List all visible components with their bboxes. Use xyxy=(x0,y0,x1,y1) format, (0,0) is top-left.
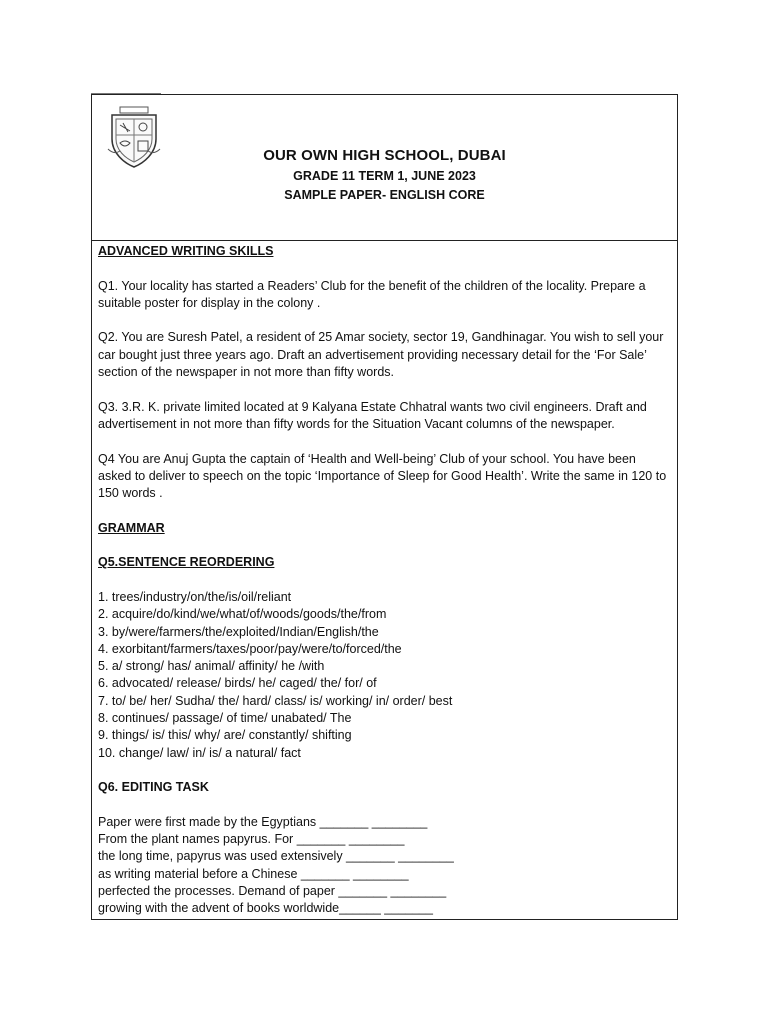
editing-line: as writing material before a Chinese _______ ________ xyxy=(98,866,409,881)
question-5-title: Q5.SENTENCE REORDERING xyxy=(98,555,275,570)
list-item: 10. change/ law/ in/ is/ a natural/ fact xyxy=(98,745,301,760)
section-title-grammar: GRAMMAR xyxy=(98,520,165,535)
grade-term: GRADE 11 TERM 1, JUNE 2023 xyxy=(293,169,476,183)
section-title-writing: ADVANCED WRITING SKILLS xyxy=(98,244,274,258)
list-item: 9. things/ is/ this/ why/ are/ constantly/ shifting xyxy=(98,728,352,743)
editing-line: growing with the advent of books worldwide______ _______ xyxy=(98,901,433,916)
list-item: 4. exorbitant/farmers/taxes/poor/pay/were/to/forced/the xyxy=(98,641,402,656)
editing-line: From the plant names papyrus. For _______ ________ xyxy=(98,832,405,847)
exam-paper-frame xyxy=(91,94,678,920)
editing-line: perfected the processes. Demand of paper _______ ________ xyxy=(98,883,447,898)
question-3: Q3. 3.R. K. private limited located at 9 Kalyana Estate Chhatral wants two civil engineers. Draft and advertisement in not more than fifty words for the Situation Vacant columns of the newspaper. xyxy=(98,399,647,431)
question-6-title: Q6. EDITING TASK xyxy=(98,780,209,795)
paper-title: SAMPLE PAPER- ENGLISH CORE xyxy=(284,188,485,202)
paper-content xyxy=(98,243,670,918)
list-item: 7. to/ be/ her/ Sudha/ the/ hard/ class/ is/ working/ in/ order/ best xyxy=(98,693,453,708)
question-4: Q4 You are Anuj Gupta the captain of ‘Health and Well-being’ Club of your school. You have been asked to deliver to speech on the topic ‘Importance of Sleep for Good Health’. Write the same in 120 to 150 words . xyxy=(98,451,667,501)
question-1: Q1. Your locality has started a Readers’ Club for the benefit of the children of the locality. Prepare a suitable poster for display in the colony . xyxy=(98,278,646,310)
school-name: OUR OWN HIGH SCHOOL, DUBAI xyxy=(263,147,506,164)
editing-lines xyxy=(98,814,670,918)
list-item: 5. a/ strong/ has/ animal/ affinity/ he /with xyxy=(98,659,325,674)
editing-line: Paper were first made by the Egyptians _______ ________ xyxy=(98,814,428,829)
list-item: 1. trees/industry/on/the/is/oil/reliant xyxy=(98,589,292,604)
reorder-list xyxy=(98,589,670,762)
list-item: 8. continues/ passage/ of time/ unabated/ The xyxy=(98,711,352,726)
list-item: 2. acquire/do/kind/we/what/of/woods/goods/the/from xyxy=(98,607,387,622)
paper-header xyxy=(92,95,677,241)
list-item: 6. advocated/ release/ birds/ he/ caged/ the/ for/ of xyxy=(98,676,377,691)
editing-line: the long time, papyrus was used extensively _______ ________ xyxy=(98,849,454,864)
question-2: Q2. You are Suresh Patel, a resident of 25 Amar society, sector 19, Gandhinagar. You wish to sell your car bought just three years ago. Draft an advertisement providing necessary detail for the ‘For Sale’ section of the newspaper in not more than fifty words. xyxy=(98,330,664,380)
list-item: 3. by/were/farmers/the/exploited/Indian/English/the xyxy=(98,624,379,639)
